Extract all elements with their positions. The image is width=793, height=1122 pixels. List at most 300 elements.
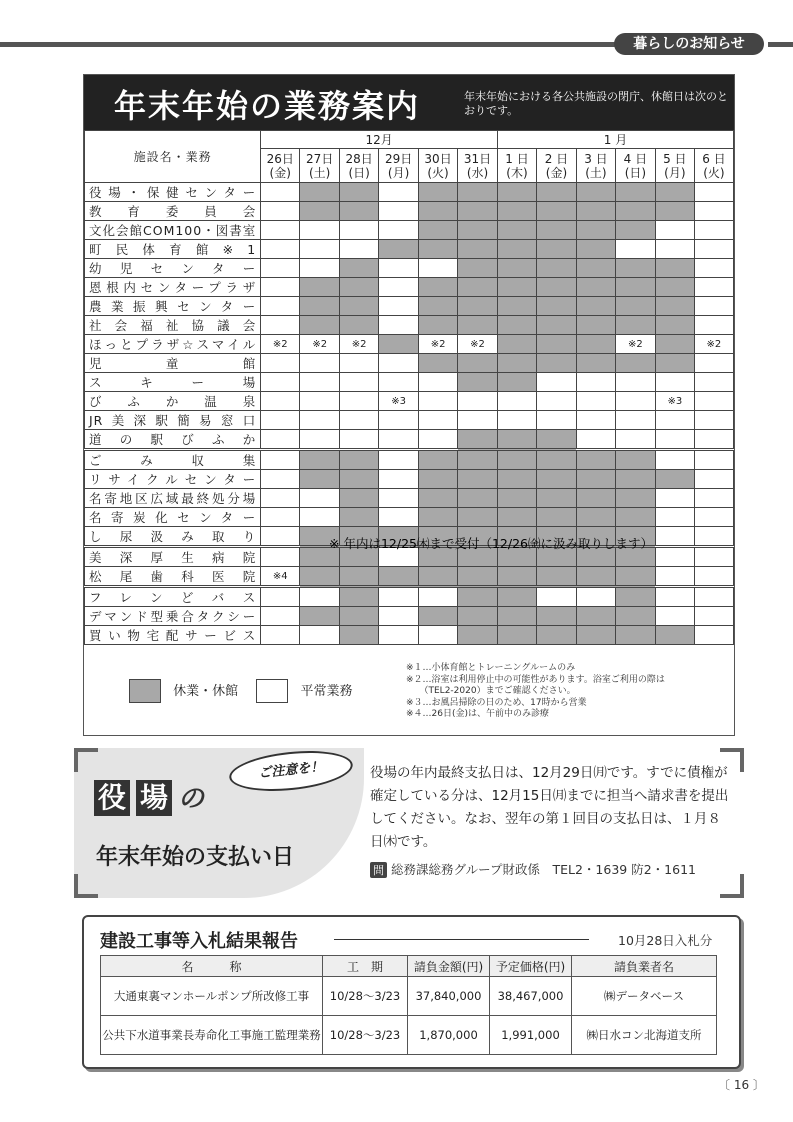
open-cell [694,547,733,567]
closed-cell [300,297,340,316]
open-cell [419,392,458,411]
schedule-row [85,259,734,278]
open-cell [379,259,419,278]
open-cell [694,430,733,450]
note-cell: ※2 [458,335,498,354]
open-cell [655,430,694,450]
open-cell [379,508,419,527]
closed-cell [458,316,498,335]
open-cell [694,202,733,221]
open-cell [419,626,458,645]
open-cell [379,354,419,373]
schedule-row [85,373,734,392]
closed-cell [458,508,498,527]
closed-cell [576,240,615,259]
closed-cell [340,607,379,626]
open-cell [261,508,300,527]
schedule-row [85,335,734,354]
day-weekday: (月) [664,165,686,180]
closed-cell [655,470,694,489]
open-cell [300,489,340,508]
closed-cell [576,278,615,297]
closed-cell [340,470,379,489]
schedule-row [85,202,734,221]
closed-cell [497,335,536,354]
closed-cell [497,259,536,278]
closed-cell [655,278,694,297]
closed-cell [340,587,379,607]
bid-cell: 大通東裏マンホールポンプ所改修工事 [101,977,323,1016]
facility-name: 名寄炭化センター [85,508,261,527]
open-cell [379,221,419,240]
closed-cell [615,508,655,527]
payment-contact [370,860,696,878]
closed-cell [576,335,615,354]
bid-header: 工 期 [323,956,408,977]
closed-cell [300,202,340,221]
closed-cell [497,183,536,202]
closed-cell [458,202,498,221]
closed-cell [419,221,458,240]
closed-cell [537,450,577,470]
open-cell [261,259,300,278]
closed-cell [419,450,458,470]
open-cell [615,373,655,392]
open-cell [458,392,498,411]
closed-cell [458,354,498,373]
closed-cell [458,278,498,297]
closed-cell [537,430,577,450]
open-cell [379,470,419,489]
facility-header: 施設名・業務 [85,131,261,183]
closed-cell [537,626,577,645]
closed-cell [615,278,655,297]
day-date: 1 日 [505,151,529,166]
day-date: 4 日 [623,151,648,166]
open-cell [694,259,733,278]
closed-cell [497,202,536,221]
corner-mark [720,874,744,898]
open-cell [694,567,733,587]
schedule-row [85,221,734,240]
open-cell [576,411,615,430]
open-cell [379,202,419,221]
closed-cell [537,183,577,202]
contact-text: 総務課総務グループ財政係 TEL2・1639 防2・1611 [390,862,696,877]
open-cell [655,373,694,392]
day-weekday: (日) [348,165,370,180]
open-cell [379,373,419,392]
open-cell [497,411,536,430]
closed-cell [615,259,655,278]
closed-cell [340,259,379,278]
open-cell [340,430,379,450]
open-cell [694,626,733,645]
closed-cell [615,202,655,221]
bid-row [101,1016,717,1055]
day-header [497,149,536,183]
closed-cell [340,567,379,587]
open-cell [615,430,655,450]
closed-cell [537,470,577,489]
open-cell [340,354,379,373]
schedule-row [85,240,734,259]
facility-name: 美深厚生病院 [85,547,261,567]
day-header [379,149,419,183]
footnote: （TEL2-2020）までご確認ください。 [406,686,576,696]
closed-cell [300,470,340,489]
day-weekday: (火) [703,165,725,180]
open-cell [261,202,300,221]
top-rule-right [768,42,793,47]
schedule-row [85,278,734,297]
note-cell: ※4 [261,567,300,587]
day-weekday: (火) [427,165,449,180]
closed-cell [576,354,615,373]
closed-cell [419,489,458,508]
open-cell [261,240,300,259]
legend-normal-label: 平常業務 [300,683,353,699]
closed-cell [497,297,536,316]
open-cell [340,392,379,411]
closed-cell [576,626,615,645]
closed-cell [615,183,655,202]
day-header [261,149,300,183]
closed-cell [300,183,340,202]
closed-cell [419,607,458,626]
facility-name: し尿汲み取り [85,527,261,547]
open-cell [655,411,694,430]
open-cell [261,316,300,335]
facility-name: 文化会館COM100・図書室 [85,221,261,240]
schedule-row [85,183,734,202]
closed-cell [497,567,536,587]
section-label: 暮らしのお知らせ [614,33,764,55]
footnote: ※３…お風呂掃除の日のため、17時から営業 [406,697,587,708]
closed-cell [615,587,655,607]
open-cell [261,430,300,450]
day-header [694,149,733,183]
closed-cell [655,259,694,278]
day-weekday: (日) [624,165,647,180]
closed-cell [497,430,536,450]
open-cell [655,607,694,626]
closed-cell [497,373,536,392]
closed-cell [300,316,340,335]
closed-cell [537,259,577,278]
open-cell [694,470,733,489]
facility-name: ごみ収集 [85,450,261,470]
day-weekday: (土) [309,165,331,180]
closed-cell [655,183,694,202]
open-cell [537,373,577,392]
closed-cell [497,354,536,373]
closed-cell [497,607,536,626]
open-cell [261,392,300,411]
bid-cell: 1,870,000 [408,1016,490,1055]
closed-cell [458,221,498,240]
closed-cell [458,183,498,202]
open-cell [537,587,577,607]
open-cell [300,411,340,430]
closed-cell [379,240,419,259]
day-date: 5 日 [663,151,687,166]
schedule-row [85,470,734,489]
closed-cell [537,354,577,373]
closed-cell [458,626,498,645]
open-cell [655,240,694,259]
inquiry-mark: 問 [370,862,387,878]
closed-cell [497,221,536,240]
day-date: 30日 [424,151,452,166]
footnote: ※４…26日(金)は、午前中のみ診療 [406,709,550,719]
schedule-table [84,130,734,645]
bid-cell: 37,840,000 [408,977,490,1016]
open-cell [576,587,615,607]
closed-cell [576,489,615,508]
open-cell [261,411,300,430]
closed-cell [419,297,458,316]
open-cell [537,411,577,430]
open-cell [694,489,733,508]
closed-cell [537,221,577,240]
open-cell [694,240,733,259]
closed-cell [497,278,536,297]
note-cell: ※3 [379,392,419,411]
schedule-row [85,354,734,373]
day-header [419,149,458,183]
closed-cell [537,489,577,508]
facility-name: 名寄地区広域最終処分場 [85,489,261,508]
open-cell [694,587,733,607]
closed-cell [340,202,379,221]
legend-normal-swatch [256,679,288,703]
open-cell [694,297,733,316]
day-weekday: (木) [506,165,528,180]
day-weekday: (水) [466,165,489,180]
schedule-row [85,607,734,626]
facility-name: 社会福祉協議会 [85,316,261,335]
day-date: 27日 [306,151,334,166]
closed-cell [419,202,458,221]
closed-cell [300,278,340,297]
closed-cell [655,202,694,221]
payment-title: 年末年始の支払い日 [96,845,295,870]
bid-cell: 38,467,000 [490,977,572,1016]
kanji-box: 役 [94,780,130,816]
open-cell [261,221,300,240]
facility-name: 恩根内センタープラザ [85,278,261,297]
day-weekday: (土) [585,165,607,180]
open-cell [300,221,340,240]
facility-name: デマンド型乗合タクシー [85,607,261,626]
closed-cell [419,316,458,335]
closed-cell [340,183,379,202]
open-cell [261,587,300,607]
closed-cell [615,489,655,508]
top-rule [0,42,620,47]
facility-name: フレンどバス [85,587,261,607]
closed-cell [340,297,379,316]
closed-cell [576,567,615,587]
day-header [340,149,379,183]
closed-cell [458,587,498,607]
footnote: ※２…浴室は利用停止中の可能性があります。浴室ご利用の際は [406,674,665,685]
open-cell [655,547,694,567]
open-cell [379,316,419,335]
closed-cell [615,470,655,489]
open-cell [261,297,300,316]
open-cell [300,392,340,411]
day-header [300,149,340,183]
footnote: ※１…小体育館とトレーニングルームのみ [406,663,576,673]
schedule-row [85,450,734,470]
closed-cell [576,508,615,527]
open-cell [615,411,655,430]
corner-mark [74,874,98,898]
open-cell [497,392,536,411]
open-cell [261,373,300,392]
schedule-row [85,508,734,527]
note-cell: ※2 [615,335,655,354]
facility-name: 幼児センター [85,259,261,278]
open-cell [537,392,577,411]
closed-cell [379,567,419,587]
open-cell [379,607,419,626]
closed-cell [655,626,694,645]
schedule-row [85,316,734,335]
open-cell [300,587,340,607]
open-cell [261,547,300,567]
closed-cell [537,607,577,626]
open-cell [694,373,733,392]
closed-cell [300,607,340,626]
closed-cell [419,508,458,527]
open-cell [261,489,300,508]
day-header [458,149,498,183]
closed-cell [615,567,655,587]
closed-cell [497,626,536,645]
schedule-header [84,75,734,130]
bid-header: 請負業者名 [572,956,717,977]
open-cell [615,392,655,411]
closed-cell [576,202,615,221]
closed-cell [576,221,615,240]
open-cell [655,527,694,547]
note-cell: ※2 [300,335,340,354]
open-cell [379,183,419,202]
closed-cell [340,316,379,335]
open-cell [694,527,733,547]
closed-cell [458,373,498,392]
bid-cell: 1,991,000 [490,1016,572,1055]
closed-cell [655,316,694,335]
closed-cell [419,354,458,373]
payment-title-top [94,778,204,816]
caution-bubble: ご注意を！ [227,746,354,797]
open-cell [261,607,300,626]
open-cell [379,450,419,470]
bid-cell: 10/28～3/23 [323,977,408,1016]
day-weekday: (金) [269,165,291,180]
legend-closed-swatch [129,679,161,703]
facility-name: 町民体育館※1 [85,240,261,259]
closed-cell [419,567,458,587]
closed-cell [300,450,340,470]
closed-cell [458,567,498,587]
note-cell: ※2 [419,335,458,354]
schedule-row [85,411,734,430]
day-weekday: (月) [387,165,410,180]
day-date: 3 日 [584,151,608,166]
open-cell [300,626,340,645]
closed-cell [615,221,655,240]
facility-name: 道の駅びふか [85,430,261,450]
particle-no: の [178,784,205,814]
open-cell [419,259,458,278]
open-cell [694,183,733,202]
open-cell [379,587,419,607]
schedule-intro: 年末年始における各公共施設の閉庁、休館日は次のとおりです。 [464,90,728,117]
open-cell [694,316,733,335]
bid-header: 予定価格(円) [490,956,572,977]
day-weekday: (金) [545,165,568,180]
day-header [655,149,694,183]
closed-cell [419,278,458,297]
closed-cell [537,278,577,297]
closed-cell [497,587,536,607]
open-cell [261,626,300,645]
bid-table [100,955,717,1055]
open-cell [340,221,379,240]
open-cell [379,278,419,297]
open-cell [379,626,419,645]
payment-panel [74,748,744,898]
schedule-row [85,626,734,645]
open-cell [261,278,300,297]
schedule-panel [83,74,735,736]
facility-name: スキー場 [85,373,261,392]
closed-cell [615,297,655,316]
closed-cell [537,567,577,587]
open-cell [261,470,300,489]
closed-cell [537,240,577,259]
open-cell [694,221,733,240]
bid-cell: 10/28～3/23 [323,1016,408,1055]
facility-name: 教育委員会 [85,202,261,221]
closed-cell [340,278,379,297]
open-cell [340,240,379,259]
collection-note: ※ 年内は12/25㈭まで受付（12/26㈮に汲み取りします） [329,536,653,551]
day-header [576,149,615,183]
open-cell [694,450,733,470]
closed-cell [340,489,379,508]
day-date: 26日 [266,151,294,166]
day-date: 28日 [345,151,373,166]
closed-cell [576,450,615,470]
facility-name: 農業振興センター [85,297,261,316]
closed-cell [458,297,498,316]
open-cell [655,489,694,508]
open-cell [615,240,655,259]
closed-cell [497,450,536,470]
closed-cell [576,607,615,626]
open-cell [655,221,694,240]
closed-cell [458,430,498,450]
closed-cell [576,316,615,335]
closed-cell [537,335,577,354]
note-cell: ※2 [340,335,379,354]
